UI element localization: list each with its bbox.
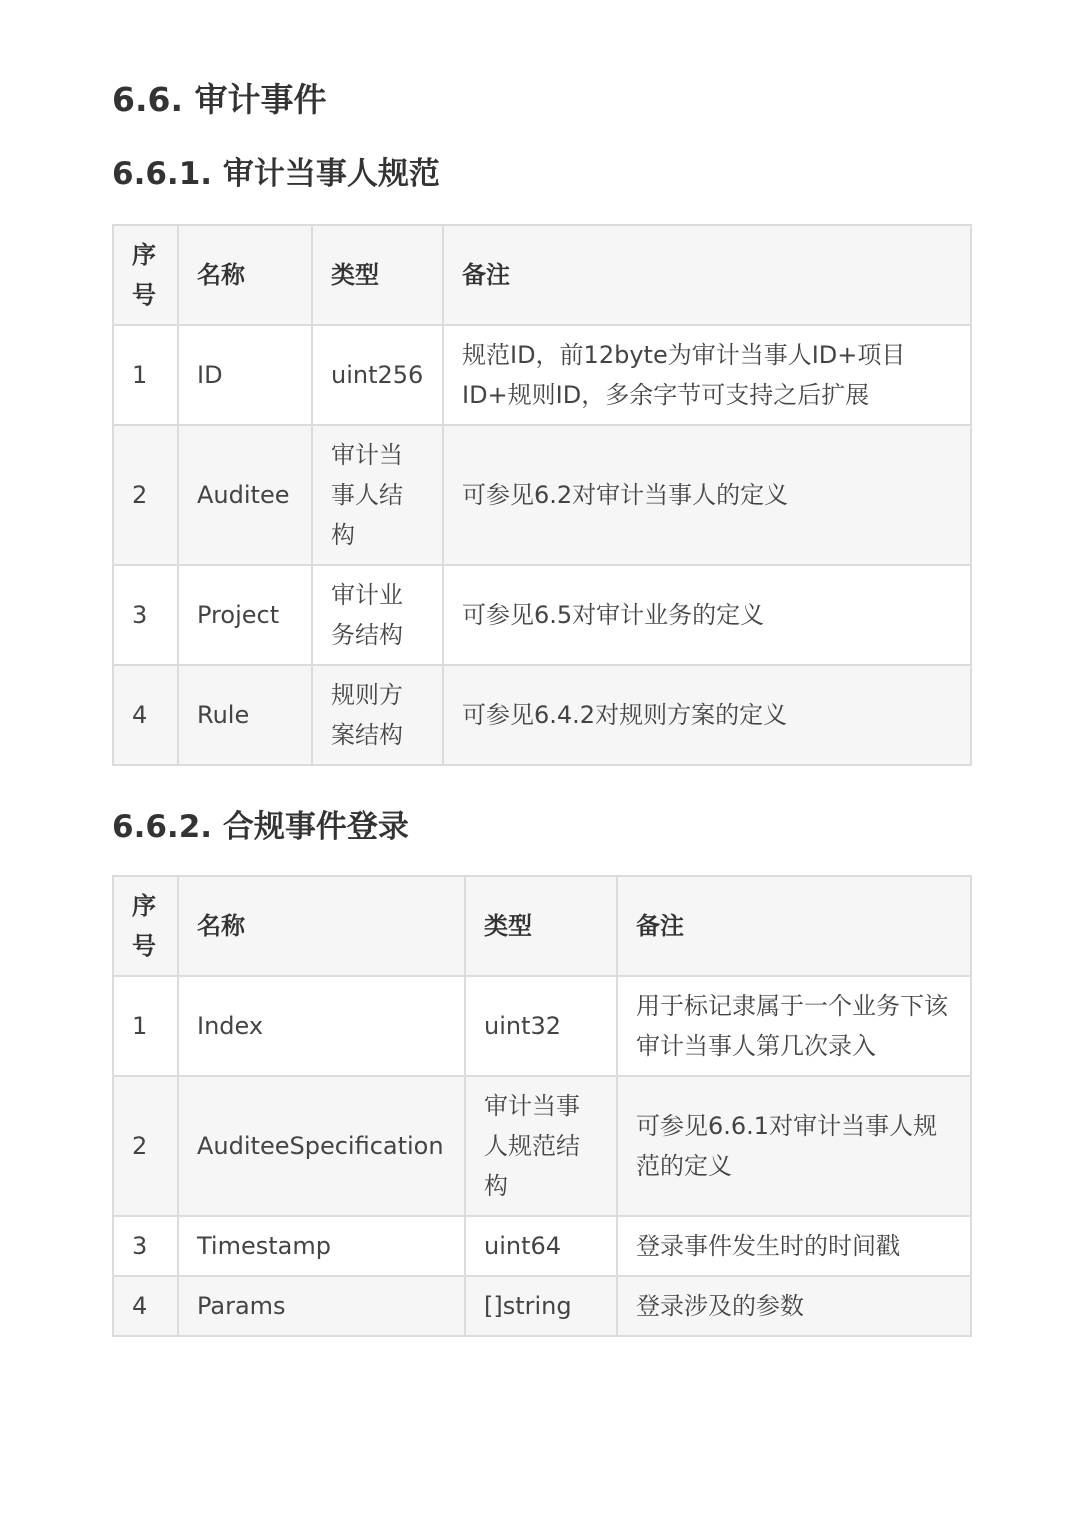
table-header-row bbox=[113, 876, 971, 976]
cell-seq: 2 bbox=[113, 425, 178, 565]
cell-type: uint32 bbox=[465, 976, 617, 1076]
section-title: 6.6. 审计事件 bbox=[112, 80, 327, 119]
cell-note: 登录事件发生时的时间戳 bbox=[617, 1216, 971, 1276]
cell-note: 可参见6.2对审计当事人的定义 bbox=[443, 425, 971, 565]
cell-name: Auditee bbox=[178, 425, 312, 565]
cell-note: 规范ID，前12byte为审计当事人ID+项目ID+规则ID，多余字节可支持之后扩展 bbox=[443, 325, 971, 425]
table-header-row bbox=[113, 225, 971, 325]
header-name: 名称 bbox=[178, 225, 312, 325]
cell-name: AuditeeSpecification bbox=[178, 1076, 465, 1216]
cell-name: Index bbox=[178, 976, 465, 1076]
cell-note: 登录涉及的参数 bbox=[617, 1276, 971, 1336]
cell-type: uint256 bbox=[312, 325, 443, 425]
header-seq: 序号 bbox=[113, 225, 178, 325]
cell-type: []string bbox=[465, 1276, 617, 1336]
compliance-event-table bbox=[112, 875, 972, 1337]
header-type: 类型 bbox=[312, 225, 443, 325]
cell-type: 审计当事人规范结构 bbox=[465, 1076, 617, 1216]
cell-type: uint64 bbox=[465, 1216, 617, 1276]
cell-seq: 2 bbox=[113, 1076, 178, 1216]
header-type: 类型 bbox=[465, 876, 617, 976]
cell-name: Timestamp bbox=[178, 1216, 465, 1276]
cell-note: 用于标记隶属于一个业务下该审计当事人第几次录入 bbox=[617, 976, 971, 1076]
cell-seq: 4 bbox=[113, 665, 178, 765]
cell-seq: 1 bbox=[113, 325, 178, 425]
subsection-title-auditee-spec: 6.6.1. 审计当事人规范 bbox=[112, 156, 440, 192]
table-row bbox=[113, 665, 971, 765]
table-row bbox=[113, 976, 971, 1076]
cell-note: 可参见6.5对审计业务的定义 bbox=[443, 565, 971, 665]
cell-note: 可参见6.6.1对审计当事人规范的定义 bbox=[617, 1076, 971, 1216]
header-name: 名称 bbox=[178, 876, 465, 976]
cell-note: 可参见6.4.2对规则方案的定义 bbox=[443, 665, 971, 765]
cell-seq: 1 bbox=[113, 976, 178, 1076]
cell-name: Project bbox=[178, 565, 312, 665]
cell-type: 审计业务结构 bbox=[312, 565, 443, 665]
table-row bbox=[113, 565, 971, 665]
table-row bbox=[113, 1076, 971, 1216]
cell-name: ID bbox=[178, 325, 312, 425]
table-row bbox=[113, 325, 971, 425]
cell-seq: 3 bbox=[113, 1216, 178, 1276]
cell-seq: 4 bbox=[113, 1276, 178, 1336]
header-seq: 序号 bbox=[113, 876, 178, 976]
header-note: 备注 bbox=[443, 225, 971, 325]
cell-type: 审计当事人结构 bbox=[312, 425, 443, 565]
header-note: 备注 bbox=[617, 876, 971, 976]
cell-seq: 3 bbox=[113, 565, 178, 665]
cell-type: 规则方案结构 bbox=[312, 665, 443, 765]
cell-name: Params bbox=[178, 1276, 465, 1336]
cell-name: Rule bbox=[178, 665, 312, 765]
table-row bbox=[113, 425, 971, 565]
auditee-spec-table bbox=[112, 224, 972, 766]
table-row bbox=[113, 1216, 971, 1276]
subsection-title-compliance-event: 6.6.2. 合规事件登录 bbox=[112, 809, 409, 845]
table-row bbox=[113, 1276, 971, 1336]
